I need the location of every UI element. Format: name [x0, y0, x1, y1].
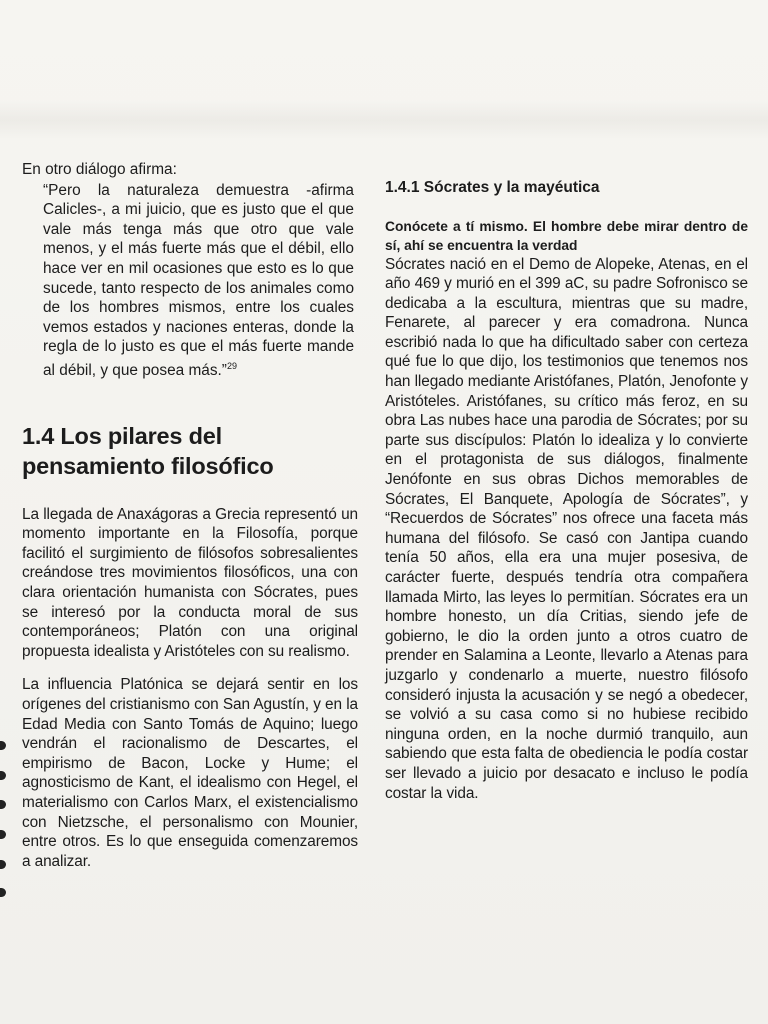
- quote-text: “Pero la naturaleza demuestra -afirma Calicles-, a mi juicio, que es justo que el que vale más tenga más que otro que vale menos, y el más fuerte más que el débil, ello hace ver en mil ocasiones que esto es lo que sucede, tanto respecto de los animales como de los hombres mismos, entre los cuales vemos estados y naciones enteras, donde la regla de lo justo es que el más fuerte mande al débil, y que posea más.”: [43, 181, 354, 380]
- subsection-heading: 1.4.1 Sócrates y la mayéutica: [385, 178, 600, 196]
- right-column: [385, 163, 748, 803]
- binding-hole-mark: [0, 860, 6, 869]
- left-column: [22, 160, 358, 871]
- binding-hole-mark: [0, 771, 6, 780]
- quote-intro: En otro diálogo afirma:: [22, 161, 177, 178]
- footnote-ref: 29: [226, 360, 237, 371]
- binding-hole-mark: [0, 800, 6, 809]
- body-paragraph: La llegada de Anaxágoras a Grecia representó un momento importante en la Filosofía, porque facilitó el surgimiento de filósofos sobresalientes creándose tres movimientos filosóficos, una con clara orientación humanista con Sócrates, pues se interesó por la conducta moral de sus contemporáneos; Platón con una original propuesta idealista y Aristóteles con su realismo.: [22, 505, 358, 660]
- scan-shadow: [0, 100, 768, 140]
- binding-hole-mark: [0, 830, 6, 839]
- body-paragraph: Sócrates nació en el Demo de Alopeke, Atenas, en el año 469 y murió en el 399 aC, su padre Sofronisco se dedicaba a la escultura, mientras que su madre, Fenarete, al parecer y era comadrona. Nunca escribió nada lo que ha dificultado saber con certeza qué fue lo que dijo, los testimonios que tenemos nos han llegado mediante Aristófanes, Platón, Jenofonte y Aristóteles. Aristófanes, su crítico más feroz, en su obra Las nubes hace una parodia de Sócrates; por su parte sus discípulos: Platón lo idealiza y lo convierte en el protagonista de sus diálogos, finalmente Jenófonte en sus obras Dichos memorables de Sócrates, El Banquete, Apología de Sócrates”, y “Recuerdos de Sócrates” nos ofrece una faceta más humana del filósofo. Se casó con Jantipa cuando tenía 50 años, ella era una mujer posesiva, de carácter fuerte, después tendría otra compañera llamada Mirto, las leyes lo permitían. Sócrates era un hombre honesto, un día Critias, siendo jefe de gobierno, le dio la orden junto a otros cuatro de prender en Salamina a Leonte, llevarlo a Atenas para juzgarlo y condenarlo a muerte, nuestro filósofo consideró injusta la acusación y se negó a obedecer, se volvió a su casa como si no hubiese recibido ninguna orden, en la noche durmió tranquilo, aun sabiendo que esta falta de obediencia le podía costar ser llevado a juicio por desacato e incluso le podía costar la vida.: [385, 255, 748, 802]
- body-paragraph: La influencia Platónica se dejará sentir en los orígenes del cristianismo con San Agustín, y en la Edad Media con Santo Tomás de Aquino; luego vendrán el racionalismo de Descartes, el empirismo de Bacon, Locke y Hume; el agnosticismo de Kant, el idealismo con Hegel, el materialismo con Carlos Marx, el existencialismo con Nietzsche, el personalismo con Mounier, entre otros. Es lo que enseguida comenzaremos a analizar.: [22, 676, 358, 870]
- section-heading: 1.4 Los pilares del pensamiento filosófico: [22, 422, 274, 479]
- lead-sentence: Conócete a tí mismo. El hombre debe mirar dentro de sí, ahí se encuentra la verdad: [385, 218, 748, 253]
- callicles-quote: [43, 181, 354, 381]
- binding-hole-mark: [0, 888, 6, 897]
- binding-hole-mark: [0, 741, 6, 750]
